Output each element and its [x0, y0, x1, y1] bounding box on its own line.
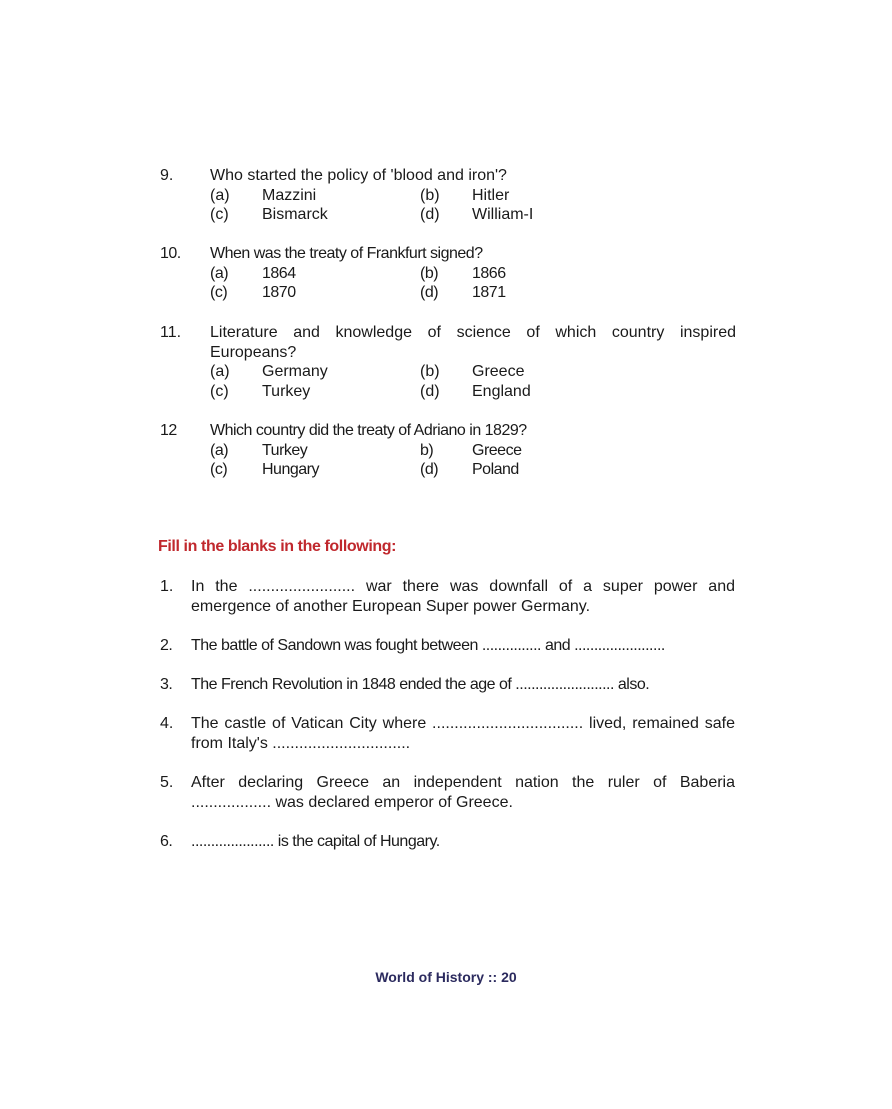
option-text: Bismarck: [262, 206, 328, 223]
question-11: [160, 323, 740, 401]
item-number: 1.: [160, 578, 174, 595]
option-text: Greece: [472, 441, 522, 459]
option-label: (a): [210, 441, 229, 459]
item-text: After declaring Greece an independent nation the ruler of Baberia .................. was declared emperor of Greece.: [191, 774, 735, 811]
option-text: Poland: [472, 461, 519, 478]
options: [210, 362, 740, 401]
item-number: 5.: [160, 774, 174, 791]
options: [210, 441, 740, 480]
item-number: 4.: [160, 715, 174, 732]
option-text: Mazzini: [262, 186, 317, 204]
fill-item-5: [160, 773, 740, 812]
option-label: (a): [210, 363, 230, 380]
question-10: [160, 244, 740, 303]
option-text: 1871: [472, 284, 506, 301]
fill-item-3: [160, 675, 740, 695]
question-9: [160, 166, 740, 225]
option-text: 1870: [262, 284, 296, 301]
option-label: (b): [420, 264, 439, 282]
option-text: Germany: [262, 363, 328, 380]
option-text: Greece: [472, 363, 525, 380]
fill-item-4: [160, 714, 740, 753]
item-number: 6.: [160, 833, 173, 850]
option-label: (a): [210, 264, 229, 282]
option-label: (c): [210, 284, 228, 301]
item-text: The castle of Vatican City where .................................. lived, remained safe from Italy's ...............................: [191, 715, 735, 752]
item-text: In the ........................ war there was downfall of a super power and emergence of another European Super power Germany.: [191, 578, 735, 615]
option-label: (a): [210, 186, 230, 204]
fill-item-1: [160, 577, 740, 616]
option-label: (c): [210, 382, 229, 400]
section-title: Fill in the blanks in the following:: [158, 538, 397, 555]
option-text: 1866: [472, 264, 506, 282]
question-text: Literature and knowledge of science of which country inspired Europeans?: [210, 324, 736, 361]
question-text: When was the treaty of Frankfurt signed?: [210, 245, 483, 262]
option-text: Hungary: [262, 461, 319, 478]
option-label: (d): [420, 206, 440, 223]
option-label: b): [420, 441, 434, 459]
option-label: (b): [420, 363, 440, 380]
page-footer: World of History :: 20: [375, 969, 517, 985]
item-number: 3.: [160, 676, 173, 693]
item-text: The battle of Sandown was fought between ............... and .......................: [191, 637, 665, 654]
option-text: England: [472, 382, 531, 400]
option-label: (d): [420, 382, 440, 400]
fill-item-2: [160, 636, 740, 656]
option-label: (d): [420, 284, 439, 301]
question-text: Which country did the treaty of Adriano in 1829?: [210, 422, 527, 439]
question-number: 10.: [160, 245, 181, 262]
option-text: 1864: [262, 264, 296, 282]
fill-item-6: [160, 832, 740, 852]
item-text: The French Revolution in 1848 ended the age of ......................... also.: [191, 676, 650, 693]
options: [210, 186, 740, 225]
option-label: (b): [420, 186, 440, 204]
option-text: Turkey: [262, 441, 308, 459]
question-number: 11.: [160, 324, 182, 341]
item-number: 2.: [160, 637, 173, 654]
question-12: [160, 421, 740, 480]
option-text: Turkey: [262, 382, 311, 400]
item-text: ..................... is the capital of Hungary.: [191, 833, 440, 850]
option-label: (c): [210, 206, 229, 223]
question-number: 12: [160, 422, 177, 439]
question-text: Who started the policy of 'blood and iron'?: [210, 167, 507, 184]
option-text: Hitler: [472, 186, 510, 204]
option-text: William-I: [472, 206, 534, 223]
question-number: 9.: [160, 167, 174, 184]
options: [210, 264, 740, 303]
option-label: (c): [210, 461, 228, 478]
option-label: (d): [420, 461, 439, 478]
